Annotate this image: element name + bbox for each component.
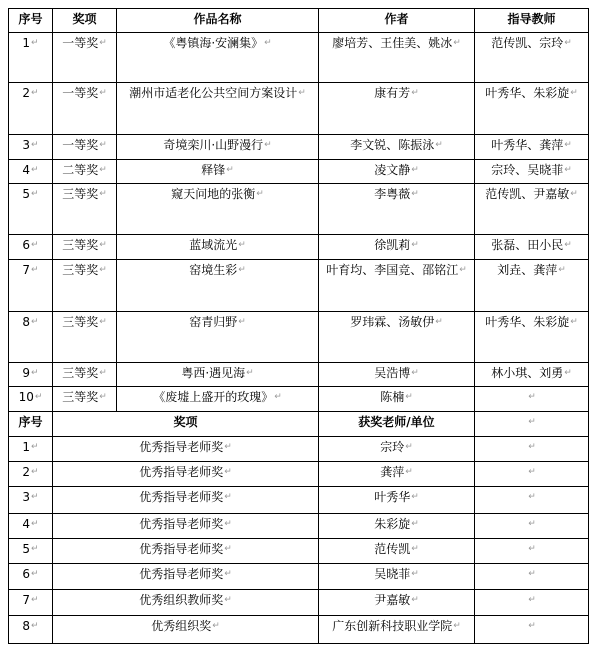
- honor-seq-cell-text: 7: [22, 593, 31, 607]
- paragraph-mark-icon: ↵: [99, 240, 107, 250]
- award-teacher-cell: [475, 137, 588, 159]
- award-author-cell-text: 凌文静: [374, 163, 411, 177]
- honor-winner-cell: [319, 464, 474, 486]
- paragraph-mark-icon: ↵: [528, 392, 536, 402]
- award-teacher-cell: [475, 262, 588, 311]
- award-author-cell-text: 徐凯莉: [374, 238, 411, 252]
- paragraph-mark-icon: ↵: [570, 317, 578, 327]
- paragraph-mark-icon: ↵: [31, 140, 39, 150]
- honor-award-cell-text: 优秀指导老师奖: [139, 517, 224, 531]
- honor-award-cell-text: 优秀指导老师奖: [139, 465, 224, 479]
- honor-award-cell: [53, 618, 318, 643]
- award-teacher-cell-text: 范传凯、尹嘉敏: [485, 187, 570, 201]
- award-work-cell: [117, 35, 318, 82]
- award-award-cell: [53, 137, 116, 159]
- award-seq-cell-text: 3: [22, 138, 31, 152]
- table-rule-horizontal: [8, 461, 589, 462]
- paragraph-mark-icon: ↵: [31, 544, 39, 554]
- honor-seq-cell-text: 5: [22, 542, 31, 556]
- paragraph-mark-icon: ↵: [411, 595, 419, 605]
- honor-empty-cell: [475, 566, 588, 582]
- paragraph-mark-icon: ↵: [226, 165, 234, 175]
- award-seq-cell-text: 10: [18, 390, 34, 404]
- honor-award-cell: [53, 541, 318, 563]
- honor-award-cell-text: 优秀组织奖: [151, 619, 212, 633]
- paragraph-mark-icon: ↵: [238, 240, 246, 250]
- paragraph-mark-icon: ↵: [411, 544, 419, 554]
- paragraph-mark-icon: ↵: [564, 240, 572, 250]
- honor-award-cell-text: 优秀指导老师奖: [139, 542, 224, 556]
- paragraph-mark-icon: ↵: [224, 492, 232, 502]
- honor-seq-cell: [9, 618, 52, 643]
- award-author-cell: [319, 137, 474, 159]
- paragraph-mark-icon: ↵: [411, 240, 419, 250]
- paragraph-mark-icon: ↵: [99, 189, 107, 199]
- paragraph-mark-icon: ↵: [528, 544, 536, 554]
- award-author-cell: [319, 162, 474, 183]
- table-rule-horizontal: [8, 32, 589, 33]
- award-work-cell: [117, 237, 318, 259]
- honor-winner-cell-text: 叶秀华: [374, 490, 411, 504]
- award-author-cell: [319, 85, 474, 134]
- honor-seq-cell: [9, 541, 52, 563]
- honor-empty-cell: [475, 592, 588, 608]
- header-teacher: [475, 11, 588, 32]
- award-teacher-cell-text: 刘垚、龚萍: [497, 263, 558, 277]
- paragraph-mark-icon: ↵: [411, 519, 419, 529]
- table-rule-horizontal: [8, 589, 589, 590]
- award-work-cell-text: 粤西·遇见海: [181, 366, 246, 380]
- award-seq-cell: [9, 365, 52, 386]
- header-award-text: 奖项: [72, 12, 97, 26]
- award-teacher-cell: [475, 85, 588, 134]
- paragraph-mark-icon: ↵: [31, 317, 39, 327]
- honor-seq-cell: [9, 489, 52, 513]
- award-teacher-cell-text: 叶秀华、朱彩旋: [485, 86, 570, 100]
- award-teacher-cell-text: 林小琪、刘勇: [491, 366, 564, 380]
- award-seq-cell-text: 5: [22, 187, 31, 201]
- award-award-cell: [53, 365, 116, 386]
- paragraph-mark-icon: ↵: [411, 569, 419, 579]
- paragraph-mark-icon: ↵: [564, 368, 572, 378]
- award-award-cell: [53, 237, 116, 259]
- paragraph-mark-icon: ↵: [31, 595, 39, 605]
- honor-winner-cell: [319, 566, 474, 589]
- honor-seq-cell-text: 2: [22, 465, 31, 479]
- honor-header-seq-text: 序号: [18, 415, 43, 429]
- award-author-cell-text: 康有芳: [374, 86, 411, 100]
- award-teacher-cell-text: 张磊、田小民: [491, 238, 564, 252]
- honor-seq-cell-text: 3: [22, 490, 31, 504]
- paragraph-mark-icon: ↵: [528, 595, 536, 605]
- paragraph-mark-icon: ↵: [564, 165, 572, 175]
- award-author-cell: [319, 314, 474, 362]
- paragraph-mark-icon: ↵: [224, 544, 232, 554]
- paragraph-mark-icon: ↵: [256, 189, 264, 199]
- paragraph-mark-icon: ↵: [31, 467, 39, 477]
- paragraph-mark-icon: ↵: [99, 165, 107, 175]
- paragraph-mark-icon: ↵: [528, 417, 536, 427]
- paragraph-mark-icon: ↵: [411, 88, 419, 98]
- award-teacher-cell: [475, 314, 588, 362]
- table-rule-horizontal: [8, 311, 589, 312]
- honor-empty-cell: [475, 541, 588, 557]
- header-work: [117, 11, 318, 32]
- award-work-cell: [117, 314, 318, 362]
- award-teacher-cell-text: 叶秀华、龚萍: [491, 138, 564, 152]
- award-award-cell-text: 三等奖: [62, 263, 99, 277]
- award-seq-cell-text: 8: [22, 315, 31, 329]
- honor-winner-cell: [319, 541, 474, 563]
- award-author-cell: [319, 262, 474, 311]
- award-award-cell-text: 三等奖: [62, 366, 99, 380]
- paragraph-mark-icon: ↵: [31, 189, 39, 199]
- award-author-cell-text: 罗玮霖、汤敏伊: [350, 315, 435, 329]
- paragraph-mark-icon: ↵: [99, 140, 107, 150]
- paragraph-mark-icon: ↵: [411, 492, 419, 502]
- table-rule-horizontal: [8, 183, 589, 184]
- award-work-cell-text: 《粤镇海·安澜集》: [163, 36, 264, 50]
- award-seq-cell: [9, 35, 52, 82]
- paragraph-mark-icon: ↵: [405, 442, 413, 452]
- honor-winner-cell: [319, 489, 474, 513]
- award-work-cell-text: 《废墟上盛开的玫瑰》: [153, 390, 274, 404]
- award-award-cell: [53, 186, 116, 234]
- award-seq-cell-text: 4: [22, 163, 31, 177]
- honor-seq-cell: [9, 439, 52, 461]
- paragraph-mark-icon: ↵: [99, 38, 107, 48]
- table-rule-horizontal: [8, 134, 589, 135]
- table-rule-horizontal: [8, 362, 589, 363]
- award-award-cell: [53, 85, 116, 134]
- award-seq-cell: [9, 85, 52, 134]
- honor-award-cell-text: 优秀指导老师奖: [139, 440, 224, 454]
- honor-winner-cell-text: 吴晓菲: [374, 567, 411, 581]
- paragraph-mark-icon: ↵: [246, 368, 254, 378]
- award-teacher-cell: [475, 237, 588, 259]
- honor-award-cell-text: 优秀指导老师奖: [139, 567, 224, 581]
- header-seq-text: 序号: [18, 12, 43, 26]
- honor-empty-cell: [475, 464, 588, 480]
- award-work-cell: [117, 262, 318, 311]
- paragraph-mark-icon: ↵: [224, 569, 232, 579]
- honor-winner-cell-text: 尹嘉敏: [374, 593, 411, 607]
- award-award-cell-text: 一等奖: [62, 86, 99, 100]
- award-seq-cell: [9, 162, 52, 183]
- award-award-cell-text: 三等奖: [62, 238, 99, 252]
- paragraph-mark-icon: ↵: [31, 240, 39, 250]
- paragraph-mark-icon: ↵: [238, 317, 246, 327]
- award-work-cell-text: 窑境生彩: [189, 263, 238, 277]
- award-seq-cell-text: 6: [22, 238, 31, 252]
- paragraph-mark-icon: ↵: [411, 165, 419, 175]
- paragraph-mark-icon: ↵: [224, 519, 232, 529]
- award-teacher-cell-text: 叶秀华、朱彩旋: [485, 315, 570, 329]
- award-award-cell-text: 二等奖: [62, 163, 99, 177]
- paragraph-mark-icon: ↵: [31, 492, 39, 502]
- honor-award-cell: [53, 592, 318, 615]
- table-rule-horizontal: [8, 411, 589, 412]
- table-rule-horizontal: [8, 386, 589, 387]
- award-work-cell-text: 窥天问地的张衡: [171, 187, 256, 201]
- award-seq-cell-text: 7: [22, 263, 31, 277]
- table-rule-horizontal: [8, 486, 589, 487]
- paragraph-mark-icon: ↵: [34, 392, 43, 402]
- honor-award-cell: [53, 566, 318, 589]
- paragraph-mark-icon: ↵: [31, 38, 39, 48]
- paragraph-mark-icon: ↵: [459, 265, 467, 275]
- honor-seq-cell: [9, 566, 52, 589]
- paragraph-mark-icon: ↵: [570, 88, 578, 98]
- award-author-cell-text: 廖培芳、王佳美、姚冰: [332, 36, 453, 50]
- award-award-cell-text: 一等奖: [62, 138, 99, 152]
- table-rule-horizontal: [8, 259, 589, 260]
- honor-award-cell: [53, 489, 318, 513]
- paragraph-mark-icon: ↵: [558, 265, 566, 275]
- header-award: [53, 11, 116, 32]
- award-teacher-cell: [475, 186, 588, 234]
- paragraph-mark-icon: ↵: [31, 368, 39, 378]
- paragraph-mark-icon: ↵: [31, 442, 39, 452]
- header-author: [319, 11, 474, 32]
- award-teacher-cell: [475, 162, 588, 183]
- honor-header-seq: [9, 414, 52, 436]
- table-rule-horizontal: [8, 513, 589, 514]
- award-seq-cell: [9, 137, 52, 159]
- award-work-cell: [117, 389, 318, 411]
- paragraph-mark-icon: ↵: [99, 265, 107, 275]
- paragraph-mark-icon: ↵: [31, 569, 39, 579]
- paragraph-mark-icon: ↵: [31, 265, 39, 275]
- honor-winner-cell-text: 广东创新科技职业学院: [332, 619, 453, 633]
- paragraph-mark-icon: ↵: [528, 519, 536, 529]
- table-rule-horizontal: [8, 234, 589, 235]
- table-rule-horizontal: [8, 436, 589, 437]
- award-work-cell: [117, 365, 318, 386]
- paragraph-mark-icon: ↵: [224, 442, 232, 452]
- award-award-cell-text: 三等奖: [62, 187, 99, 201]
- award-award-cell-text: 三等奖: [62, 390, 99, 404]
- paragraph-mark-icon: ↵: [528, 442, 536, 452]
- honor-winner-cell-text: 宗玲: [380, 440, 405, 454]
- award-award-cell: [53, 262, 116, 311]
- award-work-cell-text: 奇境栾川·山野漫行: [163, 138, 264, 152]
- honor-winner-cell: [319, 592, 474, 615]
- paragraph-mark-icon: ↵: [528, 569, 536, 579]
- table-rule-horizontal: [8, 563, 589, 564]
- honor-header-winner-text: 获奖老师/单位: [358, 415, 435, 429]
- honor-seq-cell: [9, 592, 52, 615]
- award-teacher-cell: [475, 389, 588, 411]
- award-author-cell: [319, 237, 474, 259]
- award-author-cell: [319, 389, 474, 411]
- award-teacher-cell: [475, 365, 588, 386]
- award-seq-cell: [9, 237, 52, 259]
- table-rule-vertical: [588, 411, 589, 644]
- award-author-cell-text: 李文锐、陈振泳: [350, 138, 435, 152]
- honor-seq-cell-text: 6: [22, 567, 31, 581]
- paragraph-mark-icon: ↵: [405, 467, 413, 477]
- award-work-cell: [117, 85, 318, 134]
- header-teacher-text: 指导教师: [507, 12, 556, 26]
- award-seq-cell: [9, 262, 52, 311]
- award-author-cell-text: 叶育均、李国竞、邵铭江: [326, 263, 459, 277]
- paragraph-mark-icon: ↵: [99, 88, 107, 98]
- award-award-cell: [53, 35, 116, 82]
- award-work-cell-text: 窑青归野: [189, 315, 238, 329]
- award-seq-cell-text: 9: [22, 366, 31, 380]
- award-author-cell-text: 李粤薇: [374, 187, 411, 201]
- paragraph-mark-icon: ↵: [435, 140, 443, 150]
- award-seq-cell-text: 2: [22, 86, 31, 100]
- honor-header-award-text: 奖项: [173, 415, 198, 429]
- header-work-text: 作品名称: [193, 12, 242, 26]
- paragraph-mark-icon: ↵: [564, 38, 572, 48]
- paragraph-mark-icon: ↵: [411, 368, 419, 378]
- award-author-cell: [319, 365, 474, 386]
- paragraph-mark-icon: ↵: [435, 317, 443, 327]
- paragraph-mark-icon: ↵: [224, 595, 232, 605]
- award-author-cell: [319, 186, 474, 234]
- honor-seq-cell-text: 1: [22, 440, 31, 454]
- honor-seq-cell-text: 8: [22, 619, 31, 633]
- table-rule-horizontal: [8, 8, 589, 9]
- award-seq-cell: [9, 314, 52, 362]
- honor-award-cell: [53, 516, 318, 538]
- award-award-cell: [53, 162, 116, 183]
- honor-seq-cell: [9, 516, 52, 538]
- award-author-cell: [319, 35, 474, 82]
- paragraph-mark-icon: ↵: [238, 265, 246, 275]
- paragraph-mark-icon: ↵: [264, 140, 272, 150]
- table-rule-horizontal: [8, 538, 589, 539]
- paragraph-mark-icon: ↵: [564, 140, 572, 150]
- honor-winner-cell-text: 龚萍: [380, 465, 405, 479]
- paragraph-mark-icon: ↵: [528, 492, 536, 502]
- award-work-cell: [117, 162, 318, 183]
- honor-empty-cell: [475, 439, 588, 455]
- award-award-cell-text: 三等奖: [62, 315, 99, 329]
- award-award-cell-text: 一等奖: [62, 36, 99, 50]
- paragraph-mark-icon: ↵: [31, 519, 39, 529]
- paragraph-mark-icon: ↵: [99, 317, 107, 327]
- paragraph-mark-icon: ↵: [453, 621, 461, 631]
- honor-empty-cell: [475, 414, 588, 430]
- honor-award-cell: [53, 439, 318, 461]
- honor-winner-cell-text: 范传凯: [374, 542, 411, 556]
- paragraph-mark-icon: ↵: [99, 368, 107, 378]
- table-rule-horizontal: [8, 159, 589, 160]
- honor-winner-cell: [319, 516, 474, 538]
- paragraph-mark-icon: ↵: [528, 467, 536, 477]
- honor-award-cell-text: 优秀组织教师奖: [139, 593, 224, 607]
- honor-winner-cell-text: 朱彩旋: [374, 517, 411, 531]
- award-author-cell-text: 陈楠: [380, 390, 405, 404]
- award-work-cell: [117, 186, 318, 234]
- paragraph-mark-icon: ↵: [31, 621, 39, 631]
- award-seq-cell: [9, 389, 52, 411]
- header-author-text: 作者: [384, 12, 409, 26]
- award-seq-cell: [9, 186, 52, 234]
- table-rule-horizontal: [8, 615, 589, 616]
- honor-award-cell-text: 优秀指导老师奖: [139, 490, 224, 504]
- honor-empty-cell: [475, 516, 588, 532]
- paragraph-mark-icon: ↵: [274, 392, 282, 402]
- honor-winner-cell: [319, 618, 474, 643]
- honor-winner-cell: [319, 439, 474, 461]
- paragraph-mark-icon: ↵: [99, 392, 107, 402]
- award-work-cell: [117, 137, 318, 159]
- award-work-cell-text: 潮州市适老化公共空间方案设计: [129, 86, 298, 100]
- paragraph-mark-icon: ↵: [298, 88, 306, 98]
- honor-empty-cell: [475, 618, 588, 634]
- award-work-cell-text: 释锋: [201, 163, 226, 177]
- award-author-cell-text: 吴浩博: [374, 366, 411, 380]
- paragraph-mark-icon: ↵: [264, 38, 272, 48]
- paragraph-mark-icon: ↵: [224, 467, 232, 477]
- honor-seq-cell: [9, 464, 52, 486]
- header-seq: [9, 11, 52, 32]
- honor-award-cell: [53, 464, 318, 486]
- paragraph-mark-icon: ↵: [31, 88, 39, 98]
- award-work-cell-text: 蓝域流光: [189, 238, 238, 252]
- award-award-cell: [53, 389, 116, 411]
- paragraph-mark-icon: ↵: [405, 392, 413, 402]
- table-rule-horizontal: [8, 82, 589, 83]
- paragraph-mark-icon: ↵: [212, 621, 220, 631]
- award-teacher-cell: [475, 35, 588, 82]
- award-seq-cell-text: 1: [22, 36, 31, 50]
- award-award-cell: [53, 314, 116, 362]
- honor-header-award: [53, 414, 318, 436]
- table-rule-vertical: [588, 8, 589, 412]
- paragraph-mark-icon: ↵: [411, 189, 419, 199]
- paragraph-mark-icon: ↵: [570, 189, 578, 199]
- paragraph-mark-icon: ↵: [453, 38, 461, 48]
- paragraph-mark-icon: ↵: [31, 165, 39, 175]
- table-rule-horizontal: [8, 643, 589, 644]
- award-teacher-cell-text: 宗玲、吴晓菲: [491, 163, 564, 177]
- honor-empty-cell: [475, 489, 588, 505]
- honor-seq-cell-text: 4: [22, 517, 31, 531]
- honor-header-winner: [319, 414, 474, 436]
- paragraph-mark-icon: ↵: [528, 621, 536, 631]
- award-teacher-cell-text: 范传凯、宗玲: [491, 36, 564, 50]
